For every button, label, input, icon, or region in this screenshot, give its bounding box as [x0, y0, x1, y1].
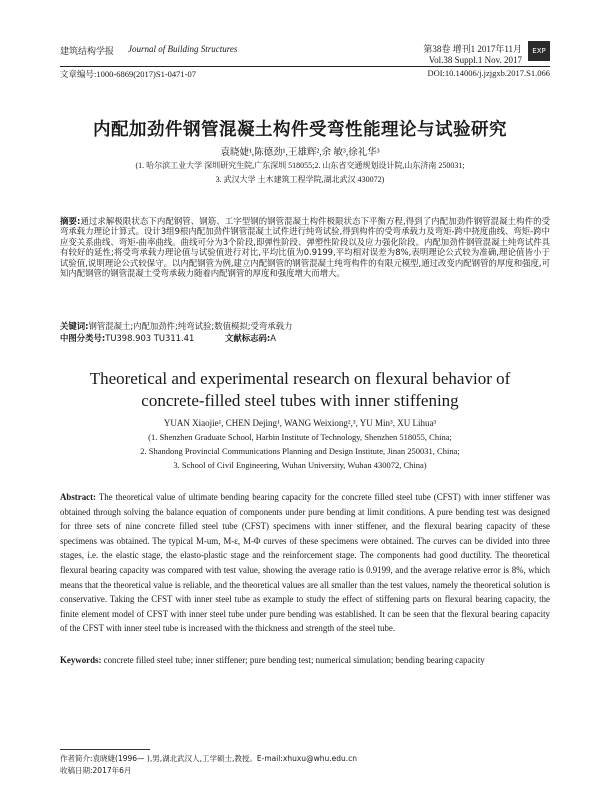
authors-en: YUAN Xiaojie¹, CHEN Dejing¹, WANG Weixiong²,³, YU Min³, XU Lihua³	[163, 418, 437, 428]
issue-info	[380, 44, 522, 66]
clc-label: 中图分类号:	[60, 333, 106, 343]
keywords-en-text: concrete filled steel tube; inner stiffener; pure bending test; numerical simulation; bending bearing capacity	[103, 655, 485, 665]
issue-info-en: Vol.38 Suppl.1 Nov. 2017	[428, 55, 522, 65]
received-date: 收稿日期:2017年6月	[60, 766, 132, 775]
clc-group	[60, 333, 208, 343]
abstract-zh-text: 通过求解极限状态下内配钢管、钢筋、工字型钢的钢管混凝土构件极限状态下平衡方程,得到了内配加劲件钢管混凝土构件的受弯承载力理论计算式。设计3组9根内配加劲件钢管混凝土试件进行纯弯试验,得到构件的受弯承载力及弯矩-跨中挠度曲线、弯矩-跨中应变关系曲线、弯矩-曲率曲线。曲线可分为3个阶段,即弹性阶段、弹塑性阶段以及应力强化阶段。内配加劲件钢管混凝土纯弯试件具有较好的延性;将受弯承载力理论值与试验值进行对比,平均比值为0.9199,平均相对误差为8%,表明理论公式较为准确,理论值皆小于试验值,说明理论公式较保守。以内配钢管为例,建立内配钢管的钢管混凝土纯弯构件的有限元模型,通过改变内配钢管的厚度和强度,可知内配钢管的钢管混凝土受弯承载力随着内配钢管的厚度和强度增大而增大。	[60, 216, 550, 279]
footnote-divider	[60, 749, 150, 750]
authors-zh: 袁晓婕¹,陈德劲¹,王雄辉²,余 敏³,徐礼华³	[220, 148, 380, 158]
affiliation-en-3: 3. School of Civil Engineering, Wuhan University, Wuhan 430072, China)	[173, 460, 427, 470]
doc-code-group	[225, 333, 290, 343]
doc-code-value: A	[270, 333, 276, 343]
abstract-zh-label: 摘要:	[60, 216, 81, 226]
doc-code-label: 文献标志码:	[225, 333, 271, 343]
keywords-zh-label: 关键词:	[60, 321, 89, 331]
abstract-zh	[60, 216, 550, 278]
abstract-en-label: Abstract:	[60, 492, 96, 502]
affiliation-zh-1: (1. 哈尔滨工业大学 深圳研究生院,广东深圳 518055;2. 山东省交通规划设计院,山东济南 250031;	[135, 161, 465, 170]
classification-zh	[60, 332, 550, 344]
keywords-zh-text: 钢管混凝土;内配加劲件;纯弯试验;数值模拟;受弯承载力	[88, 321, 293, 331]
abstract-en-text: The theoretical value of ultimate bending bearing capacity for the concrete filled steel tube (CFST) with inner stiffener was obtained through solving the balance equation of components under pure bending at limit conditions. A pure bending test was designed for three sets of nine concrete filled steel tube (CFST) specimens with inner stiffener, and the flexural bearing capacity of these specimens was obtained. The typical M-um, M-ε, M-Φ curves of these specimens were obtained. The curves can be divided into three stages, i.e. the elastic stage, the elasto-plastic stage and the reinforcement stage. The components had good ductility. The theoretical flexural bearing capacity was compared with test value, showing the average ratio is 0.9199, and the average relative error is 8%, which means that the theoretical value is reliable, and the theoretical values are all smaller than the test values, namely the theoretical solution is conservative. Taking the CFST with inner steel tube as example to study the effect of stiffening parts on flexural bearing capacity, the finite element model of CFST with inner steel tube under pure bending was established. It can be seen that the flexural bearing capacity of the CFST with inner steel tube is increased with the thickness and strength of the steel tube.	[60, 492, 550, 634]
journal-name-zh: 建筑结构学报	[60, 46, 115, 56]
paper-title-en-line2: concrete-filled steel tubes with inner stiffening	[141, 391, 459, 410]
paper-title-en-line1: Theoretical and experimental research on flexural behavior of	[89, 369, 511, 388]
keywords-en	[60, 653, 550, 667]
journal-logo-icon: EXP	[528, 41, 550, 61]
author-intro: 作者简介:袁晓婕(1996— ),男,湖北武汉人,工学硕士,教授。E-mail:xhuxu@whu.edu.cn	[60, 754, 357, 763]
keywords-en-label: Keywords:	[60, 655, 102, 665]
affiliation-en-1: (1. Shenzhen Graduate School, Harbin Institute of Technology, Shenzhen 518055, China;	[148, 432, 452, 442]
article-number: 文章编号:1000-6869(2017)S1-0471-07	[60, 69, 196, 79]
keywords-zh	[60, 320, 550, 332]
paper-title-zh: 内配加劲件钢管混凝土构件受弯性能理论与试验研究	[93, 120, 507, 140]
issue-info-zh: 第38卷 增刊1 2017年11月	[423, 44, 522, 54]
paper-title-en	[40, 368, 560, 412]
header-divider	[60, 66, 550, 67]
doi: DOI:10.14006/j.jzjgxb.2017.S1.066	[427, 68, 550, 78]
clc-value: TU398.903 TU311.41	[105, 333, 195, 343]
abstract-en	[60, 490, 550, 636]
affiliation-en-2: 2. Shandong Provincial Communications Planning and Design Institute, Jinan 250031, China;	[140, 446, 460, 456]
journal-name-en: Journal of Building Structures	[128, 44, 238, 54]
affiliation-zh-2: 3. 武汉大学 土木建筑工程学院,湖北武汉 430072)	[215, 175, 385, 184]
